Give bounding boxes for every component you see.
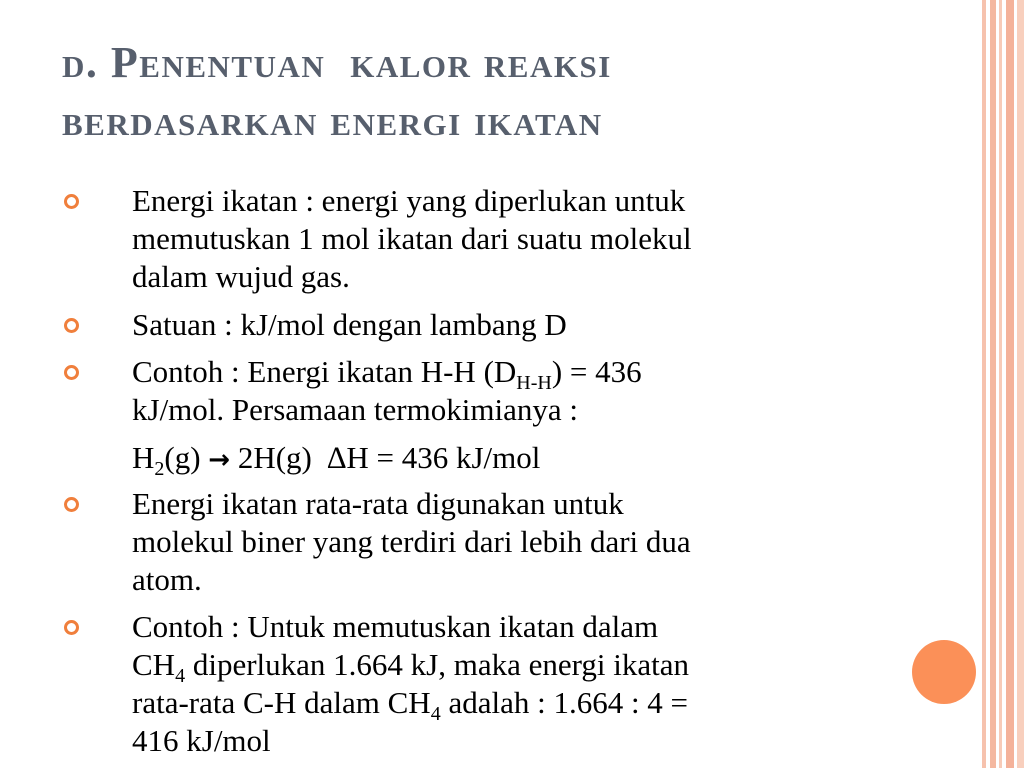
bullet-text-line: 416 kJ/mol (132, 723, 271, 758)
text-run: diperlukan 1.664 kJ, maka energi ikatan (185, 647, 689, 682)
subscript: H-H (516, 372, 552, 394)
bullet-circle-icon (64, 497, 79, 512)
text-run: ) = 436 (551, 354, 642, 389)
text-run: 2H(g) ∆H = 436 kJ/mol (230, 440, 541, 475)
text-run: H (132, 440, 155, 475)
bullet-text-line (132, 685, 992, 725)
equation-line (132, 440, 992, 478)
bullet-text-line: Energi ikatan rata-rata digunakan untuk (132, 486, 624, 521)
bullet-text-line: Satuan : kJ/mol dengan lambang D (132, 307, 567, 342)
arrow-right-icon: → (208, 445, 231, 475)
text-run: CH (132, 647, 176, 682)
bullet-text-line: Energi ikatan : energi yang diperlukan untuk (132, 183, 686, 218)
title-line-1: d. Penentuan kalor reaksi (62, 38, 612, 87)
bullet-text-line: kJ/mol. Persamaan termokimianya : (132, 392, 578, 427)
title-line-2: berdasarkan energi ikatan (62, 96, 603, 145)
text-run: Contoh : Energi ikatan H-H (D (132, 354, 517, 389)
bullet-circle-icon (64, 318, 79, 333)
bullet-circle-icon (64, 194, 79, 209)
bullet-text-line: memutuskan 1 mol ikatan dari suatu molekul (132, 221, 692, 256)
decorative-stripe (1006, 0, 1014, 768)
bullet-text-line (132, 647, 992, 687)
bullet-circle-icon (64, 620, 79, 635)
bullet-circle-icon (64, 365, 79, 380)
subscript: 4 (430, 703, 441, 725)
subscript: 4 (175, 665, 186, 687)
bullet-text-line (132, 354, 992, 394)
bullet-text-line: atom. (132, 562, 202, 597)
bullet-text-line: Contoh : Untuk memutuskan ikatan dalam (132, 609, 659, 644)
subscript: 2 (154, 458, 165, 480)
text-run: rata-rata C-H dalam CH (132, 685, 431, 720)
bullet-text-line: dalam wujud gas. (132, 259, 350, 294)
decorative-stripe (999, 0, 1002, 768)
text-run: (g) (164, 440, 209, 475)
slide-title (62, 34, 962, 150)
decorative-stripe (1017, 0, 1024, 768)
text-run: adalah : 1.664 : 4 = (440, 685, 689, 720)
bullet-text-line: molekul biner yang terdiri dari lebih dari dua (132, 524, 691, 559)
